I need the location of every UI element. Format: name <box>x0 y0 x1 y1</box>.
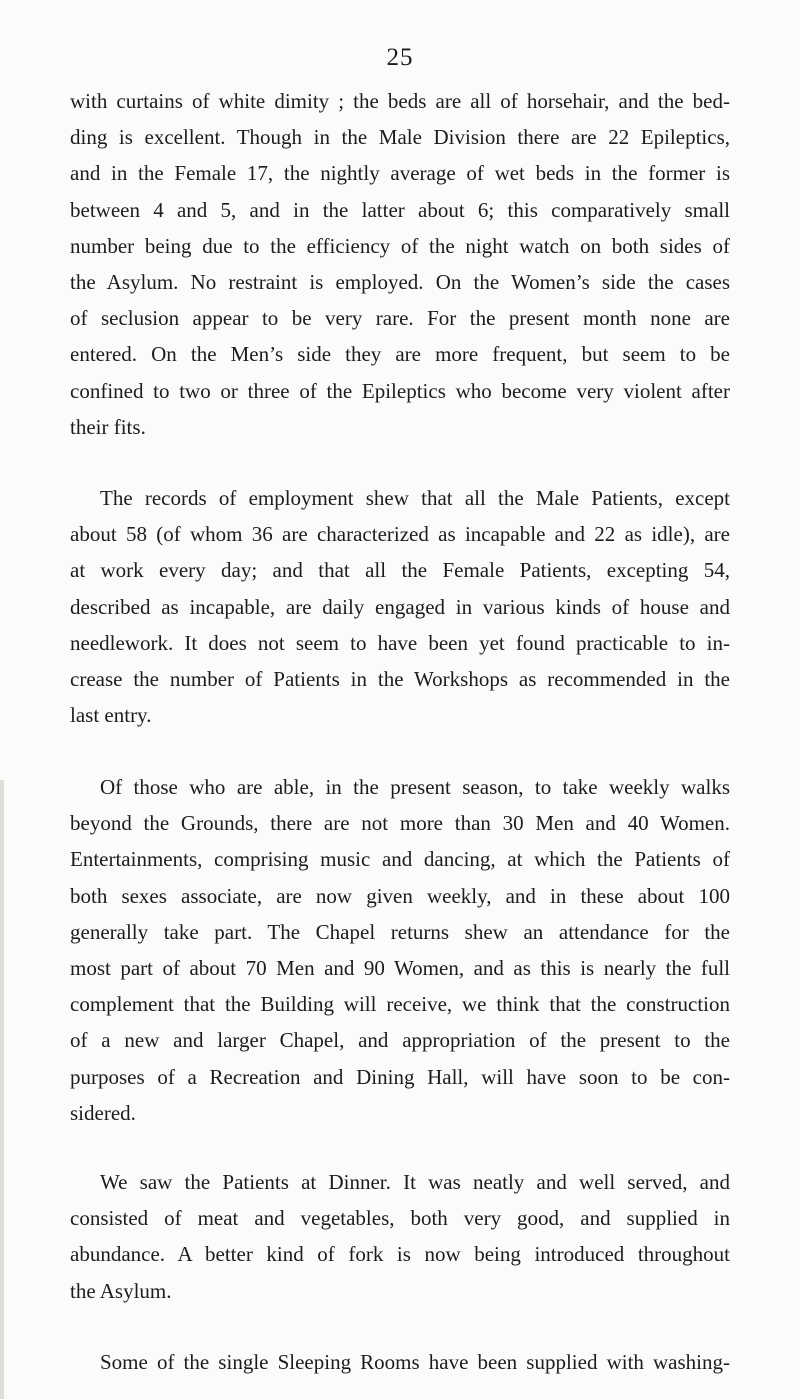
text-line: about 58 (of whom 36 are characterized as incapable and 22 as idle), are <box>70 522 730 547</box>
text-line: needlework. It does not seem to have been yet found practicable to in- <box>70 630 730 655</box>
text-line: We saw the Patients at Dinner. It was neatly and well served, and <box>100 1170 730 1194</box>
text-line: purposes of a Recreation and Dining Hall, will have soon to be con- <box>70 1064 730 1089</box>
text-line: abundance. A better kind of fork is now being introduced throughout <box>70 1242 730 1267</box>
text-line: with curtains of white dimity ; the beds are all of horsehair, and the bed- <box>70 89 730 113</box>
page-number: 25 <box>386 44 414 71</box>
paragraph-2 <box>70 480 730 733</box>
text-line: ding is excellent. Though in the Male Division there are 22 Epileptics, <box>70 125 730 150</box>
text-line: entered. On the Men’s side they are more frequent, but seem to be <box>70 342 730 367</box>
text-line: and in the Female 17, the nightly average of wet beds in the former is <box>70 161 730 186</box>
text-line: number being due to the efficiency of the night watch on both sides of <box>70 233 730 258</box>
text-line: sidered. <box>70 1100 136 1125</box>
binding-gutter-mark <box>0 780 4 1399</box>
text-line: last entry. <box>70 703 152 728</box>
text-line: most part of about 70 Men and 90 Women, and as this is nearly the full <box>70 956 730 981</box>
text-line: their fits. <box>70 414 146 439</box>
text-line: consisted of meat and vegetables, both very good, and supplied in <box>70 1206 730 1231</box>
text-line: between 4 and 5, and in the latter about 6; this comparatively small <box>70 197 730 222</box>
text-line: complement that the Building will receive, we think that the construction <box>70 992 730 1017</box>
text-line: confined to two or three of the Epileptics who become very violent after <box>70 378 730 403</box>
paragraph-5 <box>70 1344 730 1380</box>
paragraph-3 <box>70 769 730 1131</box>
text-line: beyond the Grounds, there are not more than 30 Men and 40 Women. <box>70 811 730 836</box>
paragraph-4 <box>70 1164 730 1309</box>
paragraph-1 <box>70 83 730 445</box>
text-line: Entertainments, comprising music and dancing, at which the Patients of <box>70 847 730 872</box>
text-line: the Asylum. <box>70 1278 172 1303</box>
text-line: of seclusion appear to be very rare. For the present month none are <box>70 306 730 331</box>
text-line: The records of employment shew that all the Male Patients, except <box>100 486 730 510</box>
text-line: the Asylum. No restraint is employed. On the Women’s side the cases <box>70 270 730 295</box>
text-line: at work every day; and that all the Female Patients, excepting 54, <box>70 558 730 583</box>
text-line: described as incapable, are daily engaged in various kinds of house and <box>70 594 730 619</box>
text-line: Of those who are able, in the present season, to take weekly walks <box>100 775 730 799</box>
text-line: Some of the single Sleeping Rooms have been supplied with washing- <box>100 1350 730 1374</box>
text-line: both sexes associate, are now given weekly, and in these about 100 <box>70 883 730 908</box>
text-line: of a new and larger Chapel, and appropriation of the present to the <box>70 1028 730 1053</box>
text-line: crease the number of Patients in the Workshops as recommended in the <box>70 667 730 692</box>
text-line: generally take part. The Chapel returns shew an attendance for the <box>70 919 730 944</box>
